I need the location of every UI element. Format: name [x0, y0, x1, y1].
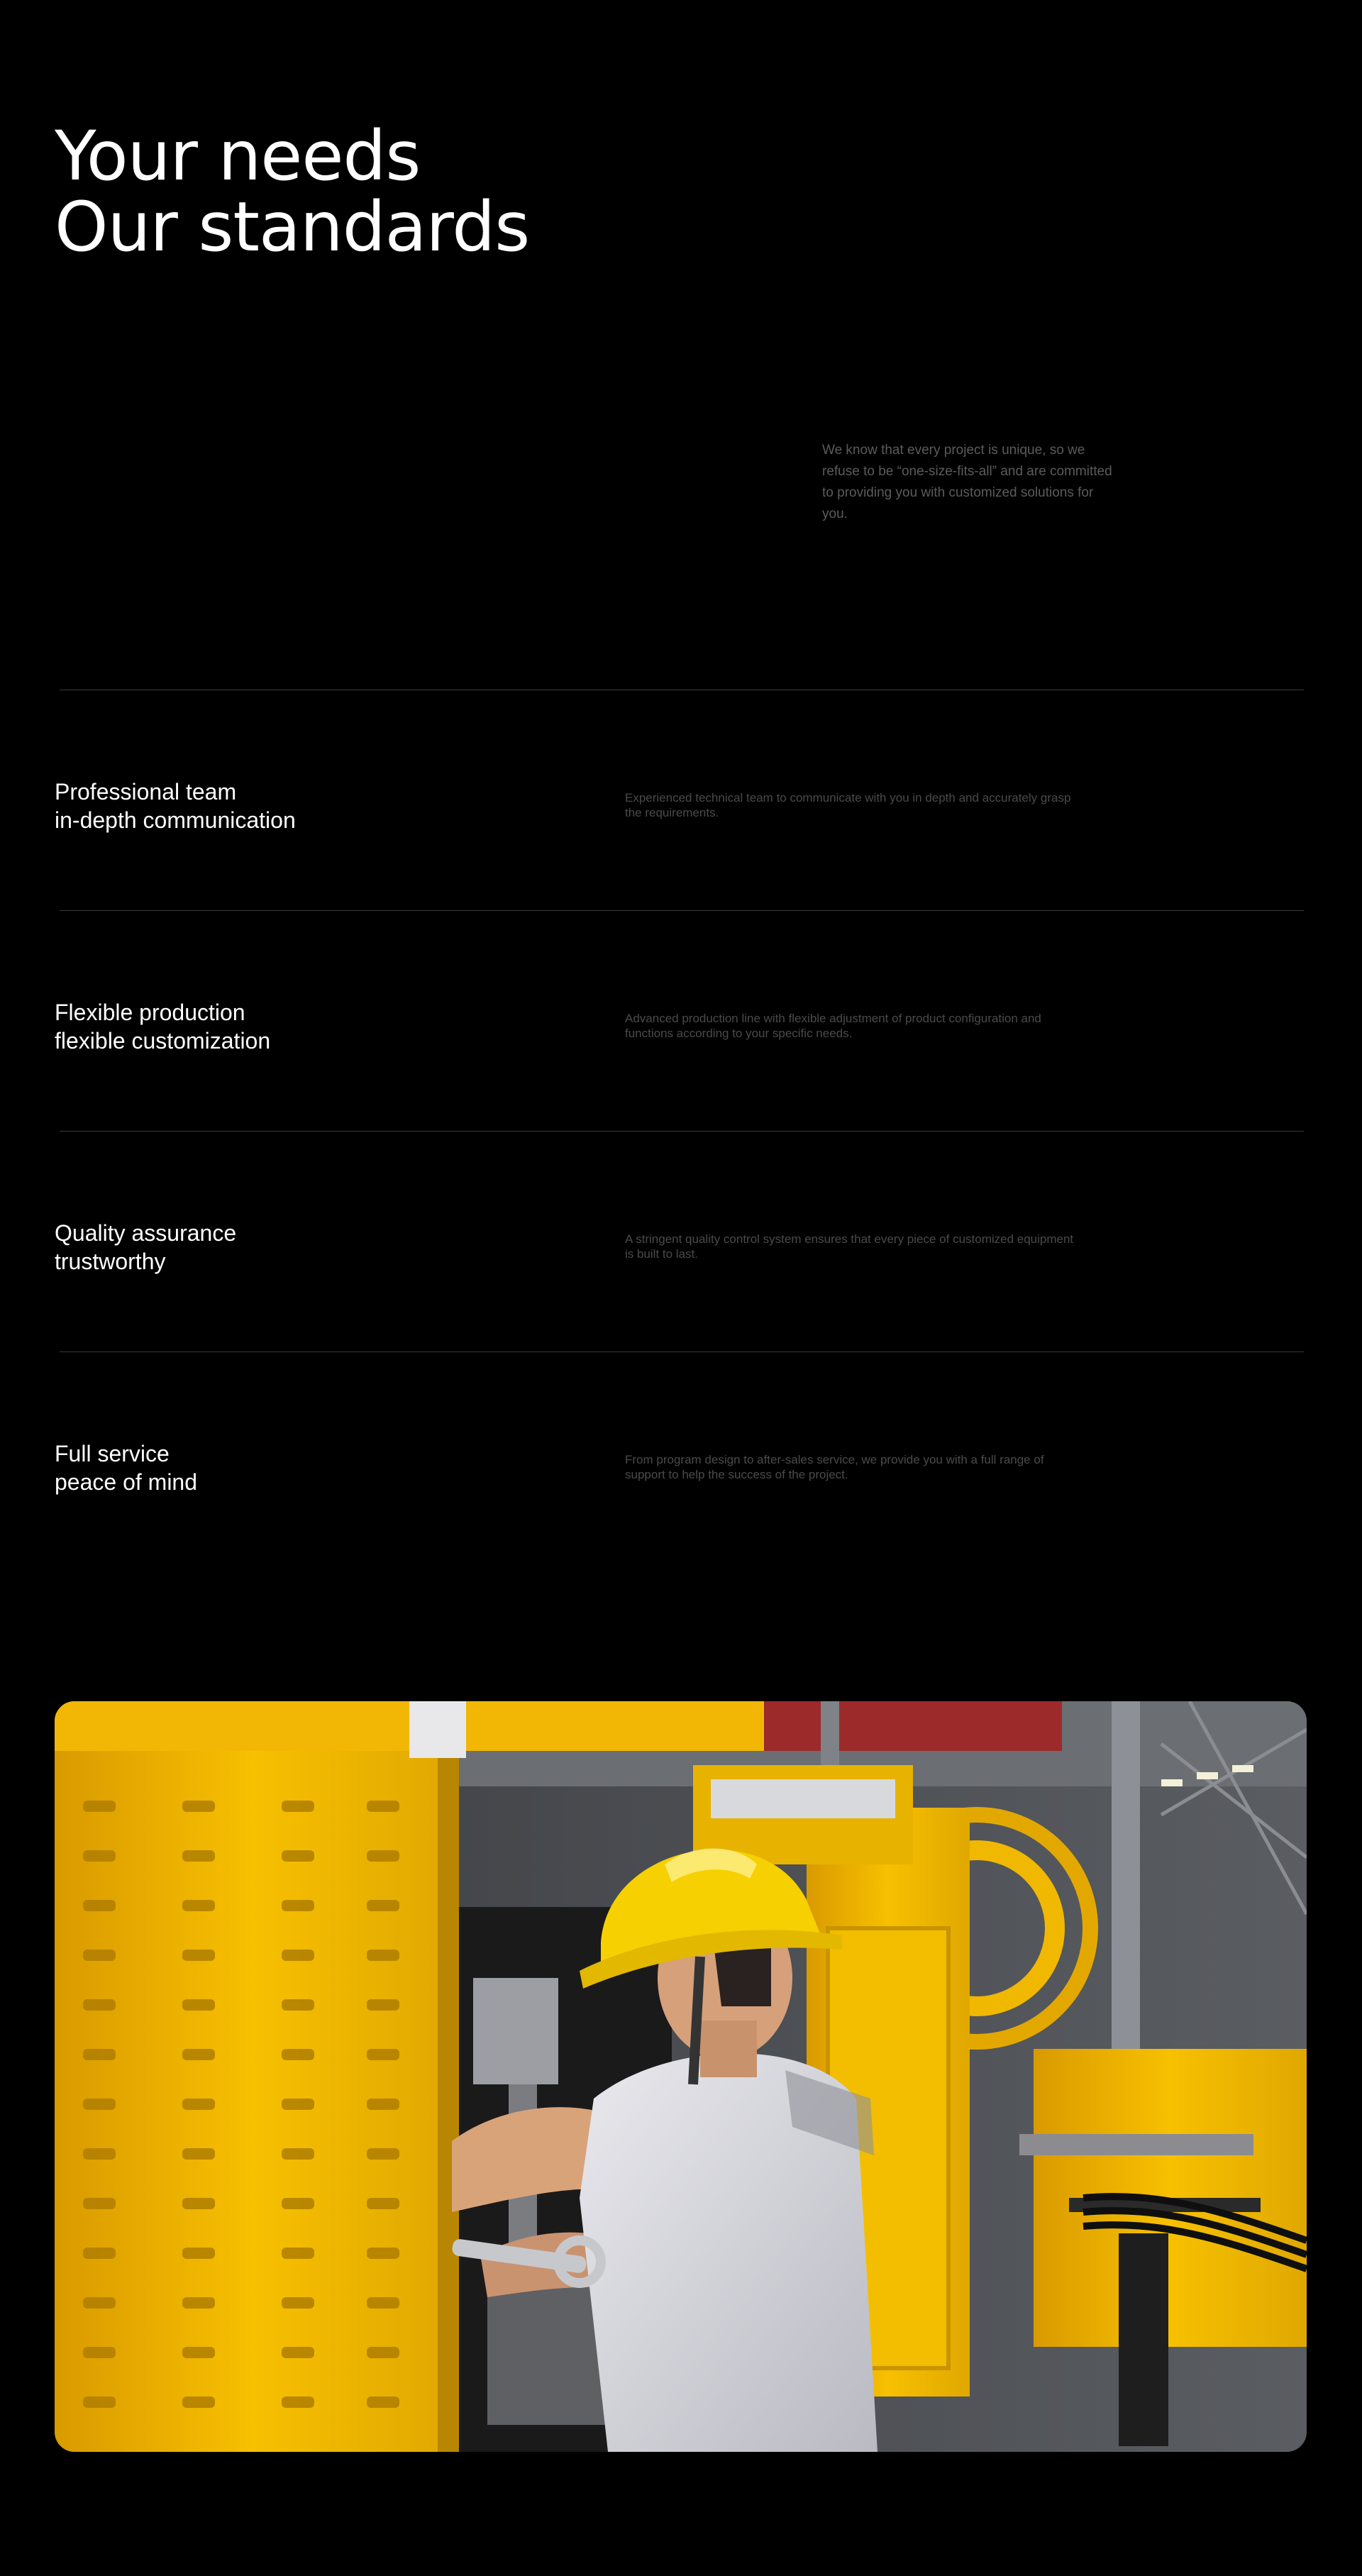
feature-title-line-2: trustworthy	[55, 1249, 166, 1274]
feature-item-flexible-production	[0, 910, 1362, 1131]
feature-description: Experienced technical team to communicate with you in depth and accurately grasp the requirements.	[625, 791, 1071, 819]
feature-title	[55, 778, 296, 834]
page-title-line-1: Your needs	[55, 116, 421, 196]
page-title-line-2: Our standards	[55, 187, 530, 267]
feature-item-professional-team	[0, 690, 1362, 910]
feature-item-full-service	[0, 1351, 1362, 1572]
intro-paragraph: We know that every project is unique, so we refuse to be “one-size-fits-all” and are committed to providing you with customized solutions for you.	[822, 443, 1112, 521]
feature-divider	[60, 910, 1304, 911]
feature-title-line-1: Professional team	[55, 779, 237, 805]
feature-title-line-2: peace of mind	[55, 1469, 198, 1495]
factory-worker-photo	[55, 1701, 1307, 2452]
feature-divider	[60, 1351, 1304, 1352]
feature-title-line-2: in-depth communication	[55, 807, 296, 833]
feature-title-line-1: Flexible production	[55, 1000, 245, 1025]
feature-title-line-1: Full service	[55, 1441, 170, 1466]
feature-title-line-1: Quality assurance	[55, 1220, 237, 1246]
feature-title	[55, 1219, 236, 1276]
page-title	[55, 116, 530, 267]
feature-title-line-2: flexible customization	[55, 1028, 271, 1054]
feature-title	[55, 998, 270, 1055]
feature-description: From program design to after-sales service, we provide you with a full range of support to help the success of the project.	[625, 1453, 1044, 1481]
feature-description: A stringent quality control system ensures that every piece of customized equipment is built to last.	[625, 1232, 1074, 1261]
feature-title	[55, 1439, 197, 1496]
feature-item-quality-assurance	[0, 1131, 1362, 1351]
feature-description: Advanced production line with flexible adjustment of product configuration and functions according to your specific needs.	[625, 1012, 1041, 1040]
factory-worker-illustration	[55, 1701, 1307, 2452]
feature-divider	[60, 1131, 1304, 1132]
